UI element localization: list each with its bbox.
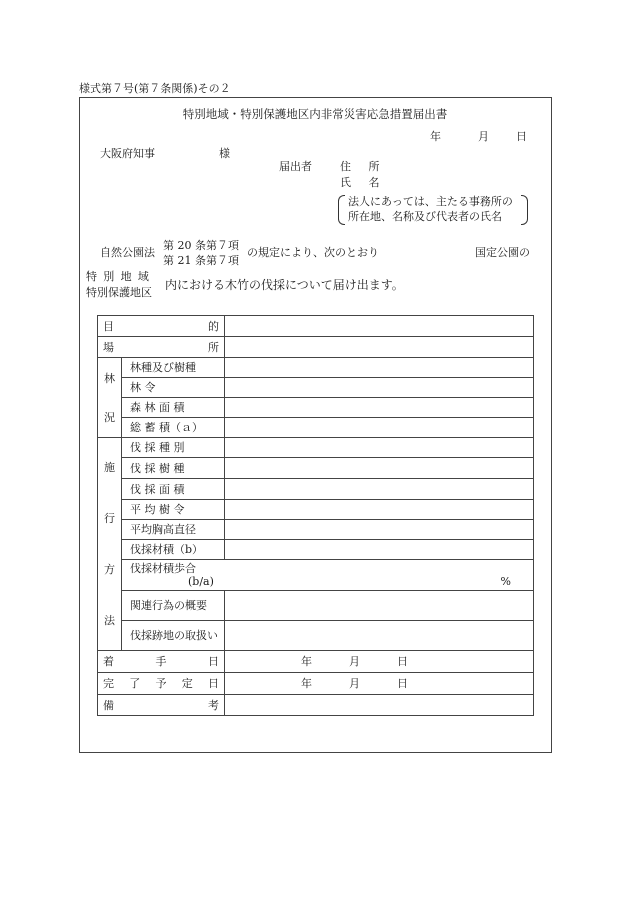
table-row bbox=[98, 520, 534, 540]
table-row bbox=[98, 337, 534, 358]
table-row bbox=[98, 540, 534, 560]
special-area-option: 特 別 地 域 bbox=[86, 270, 151, 283]
method-group-label: 施 行 方 法 bbox=[98, 438, 122, 651]
cut-species-field[interactable] bbox=[225, 458, 534, 479]
forest-age-field[interactable] bbox=[225, 378, 534, 398]
site-handling-label: 伐採跡地の取扱い bbox=[122, 621, 225, 651]
address-label: 住 所 bbox=[340, 160, 387, 173]
table-row bbox=[98, 358, 534, 378]
cut-ratio-label: 伐採材積歩合 bbox=[130, 562, 196, 575]
forest-area-label: 森 林 面 積 bbox=[122, 398, 225, 418]
related-acts-field[interactable] bbox=[225, 591, 534, 621]
purpose-label: 目 的 bbox=[98, 316, 225, 337]
forest-group-label: 林 況 bbox=[98, 358, 122, 438]
cut-type-label: 伐 採 種 別 bbox=[122, 438, 225, 458]
table-row bbox=[98, 673, 534, 695]
table-row bbox=[98, 378, 534, 398]
special-protection-option: 特別保護地区 bbox=[86, 286, 152, 299]
provision-text: の規定により、次のとおり bbox=[247, 246, 379, 259]
cut-area-label: 伐 採 面 積 bbox=[122, 479, 225, 500]
completion-date-field[interactable]: 年 月 日 bbox=[225, 673, 534, 695]
corp-note-line2: 所在地、名称及び代表者の氏名 bbox=[348, 210, 502, 223]
table-row bbox=[98, 458, 534, 479]
forest-type-field[interactable] bbox=[225, 358, 534, 378]
total-volume-field[interactable] bbox=[225, 418, 534, 438]
cut-species-label: 伐 採 樹 種 bbox=[122, 458, 225, 479]
percent-sign: % bbox=[500, 575, 511, 588]
completion-date-label: 完 了 予 定 日 bbox=[98, 673, 225, 695]
avg-dbh-field[interactable] bbox=[225, 520, 534, 540]
left-bracket bbox=[338, 195, 345, 225]
forest-area-field[interactable] bbox=[225, 398, 534, 418]
forest-age-label: 林 令 bbox=[122, 378, 225, 398]
total-volume-label: 総 蓄 積（ａ） bbox=[122, 418, 225, 438]
table-row bbox=[98, 695, 534, 716]
declaration-text: 内における木竹の伐採について届け出ます。 bbox=[165, 278, 404, 292]
cut-volume-label: 伐採材積（b） bbox=[122, 540, 225, 560]
table-row bbox=[98, 560, 534, 591]
park-type: 国定公園の bbox=[475, 246, 530, 259]
table-row bbox=[98, 418, 534, 438]
avg-age-label: 平 均 樹 令 bbox=[122, 500, 225, 520]
cut-ratio-formula: (b/a) bbox=[188, 575, 214, 588]
location-field[interactable] bbox=[225, 337, 534, 358]
table-row bbox=[98, 398, 534, 418]
start-date-field[interactable]: 年 月 日 bbox=[225, 651, 534, 673]
article-option-2: 第 21 条第７項 bbox=[163, 254, 239, 267]
honorific: 様 bbox=[219, 147, 230, 160]
related-acts-label: 関連行為の概要 bbox=[122, 591, 225, 621]
application-table bbox=[97, 315, 534, 716]
addressee: 大阪府知事 bbox=[100, 147, 155, 160]
cut-ratio-cell[interactable] bbox=[122, 560, 534, 591]
cut-type-field[interactable] bbox=[225, 438, 534, 458]
corp-note-line1: 法人にあっては、主たる事務所の bbox=[348, 195, 513, 208]
purpose-field[interactable] bbox=[225, 316, 534, 337]
document-title: 特別地域・特別保護地区内非常災害応急措置届出書 bbox=[182, 107, 448, 121]
corporation-note bbox=[338, 194, 528, 224]
table-row bbox=[98, 500, 534, 520]
location-label: 場 所 bbox=[98, 337, 225, 358]
avg-dbh-label: 平均胸高直径 bbox=[122, 520, 225, 540]
law-name: 自然公園法 bbox=[100, 246, 155, 259]
cut-volume-field[interactable] bbox=[225, 540, 534, 560]
table-row bbox=[98, 651, 534, 673]
table-row bbox=[98, 316, 534, 337]
date-year: 年 bbox=[430, 130, 441, 143]
right-bracket bbox=[521, 195, 528, 225]
table-row bbox=[98, 621, 534, 651]
date-day: 日 bbox=[516, 130, 527, 143]
form-number: 様式第７号(第７条関係)その２ bbox=[79, 82, 231, 95]
avg-age-field[interactable] bbox=[225, 500, 534, 520]
table-row bbox=[98, 438, 534, 458]
cut-area-field[interactable] bbox=[225, 479, 534, 500]
start-date-label: 着 手 日 bbox=[98, 651, 225, 673]
table-row bbox=[98, 591, 534, 621]
remarks-label: 備 考 bbox=[98, 695, 225, 716]
remarks-field[interactable] bbox=[225, 695, 534, 716]
site-handling-field[interactable] bbox=[225, 621, 534, 651]
name-label: 氏 名 bbox=[340, 176, 387, 189]
table-row bbox=[98, 479, 534, 500]
filer-label: 届出者 bbox=[279, 160, 312, 173]
date-month: 月 bbox=[478, 130, 489, 143]
forest-type-label: 林種及び樹種 bbox=[122, 358, 225, 378]
article-option-1: 第 20 条第７項 bbox=[163, 239, 239, 252]
